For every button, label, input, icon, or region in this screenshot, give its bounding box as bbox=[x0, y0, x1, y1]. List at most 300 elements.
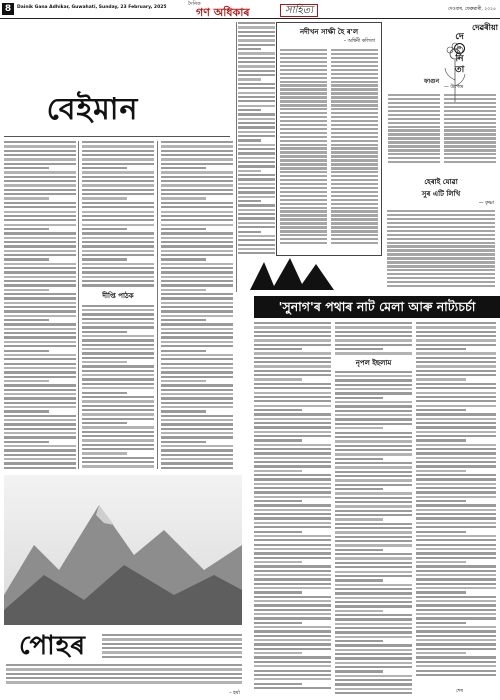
text-line bbox=[335, 440, 412, 442]
text-line bbox=[388, 157, 440, 159]
text-line bbox=[335, 326, 412, 328]
text-line bbox=[331, 144, 378, 146]
text-line bbox=[161, 158, 233, 160]
text-line bbox=[254, 478, 331, 480]
text-line bbox=[335, 610, 383, 612]
text-line bbox=[331, 222, 378, 224]
text-line bbox=[161, 371, 233, 373]
text-line bbox=[161, 380, 206, 382]
text-line bbox=[254, 639, 331, 641]
text-line bbox=[4, 145, 76, 147]
text-line bbox=[238, 217, 275, 219]
text-line bbox=[4, 219, 76, 221]
date-right: দেওবাৰ, ফেব্ৰুৱাৰী, ২০২৫ bbox=[448, 7, 496, 12]
text-line bbox=[82, 348, 154, 350]
main-story-column-1 bbox=[4, 141, 76, 469]
text-line bbox=[4, 319, 49, 321]
text-line bbox=[280, 155, 327, 157]
text-line bbox=[82, 219, 154, 221]
text-line bbox=[161, 215, 233, 217]
text-line bbox=[82, 396, 154, 398]
text-line bbox=[331, 92, 378, 94]
text-line bbox=[416, 374, 496, 376]
text-line bbox=[416, 461, 496, 463]
text-line bbox=[161, 202, 233, 204]
text-line bbox=[4, 167, 49, 169]
text-line bbox=[416, 365, 496, 367]
text-line bbox=[4, 445, 76, 447]
text-line bbox=[161, 423, 233, 425]
text-line bbox=[161, 167, 206, 169]
text-line bbox=[388, 118, 440, 120]
text-line bbox=[254, 574, 331, 576]
text-line bbox=[335, 679, 412, 681]
text-line bbox=[82, 180, 154, 182]
text-line bbox=[280, 210, 327, 212]
text-line bbox=[4, 284, 76, 286]
text-line bbox=[161, 297, 233, 299]
text-line bbox=[82, 176, 154, 178]
text-line bbox=[335, 527, 412, 529]
text-line bbox=[4, 462, 76, 464]
text-line bbox=[254, 656, 331, 658]
text-line bbox=[4, 267, 76, 269]
text-line bbox=[82, 232, 154, 234]
text-line bbox=[4, 363, 76, 365]
text-line bbox=[238, 139, 261, 141]
title-glyph: দে bbox=[455, 32, 464, 42]
text-line bbox=[335, 453, 412, 455]
poem-title: নদীখন সাক্ষী হৈ ৰ'ল bbox=[299, 28, 359, 36]
text-line bbox=[254, 426, 331, 428]
feature-column-3 bbox=[416, 322, 496, 684]
text-line bbox=[335, 662, 412, 664]
text-line bbox=[335, 339, 412, 341]
poem-subtitle: ফাগুন bbox=[424, 78, 440, 85]
text-line bbox=[331, 195, 378, 197]
text-line bbox=[416, 661, 496, 663]
text-line bbox=[161, 176, 233, 178]
text-line bbox=[238, 52, 275, 54]
text-line bbox=[82, 374, 154, 376]
text-line bbox=[444, 126, 496, 128]
text-line bbox=[238, 83, 275, 85]
text-line bbox=[161, 406, 233, 408]
text-line bbox=[238, 200, 261, 202]
text-line bbox=[161, 315, 233, 317]
text-line bbox=[335, 344, 412, 346]
text-line bbox=[335, 501, 412, 503]
text-line bbox=[331, 163, 378, 165]
text-line bbox=[335, 484, 412, 486]
text-line bbox=[82, 197, 127, 199]
text-line bbox=[416, 396, 496, 398]
text-line bbox=[4, 367, 76, 369]
text-line bbox=[416, 617, 496, 619]
text-line bbox=[335, 627, 412, 629]
text-line bbox=[335, 579, 383, 581]
text-line bbox=[238, 35, 275, 37]
text-line bbox=[335, 675, 412, 677]
text-line bbox=[82, 461, 154, 463]
text-line bbox=[335, 510, 412, 512]
text-line bbox=[238, 48, 261, 50]
text-line bbox=[4, 306, 76, 308]
text-line bbox=[161, 441, 206, 443]
text-line bbox=[416, 387, 496, 389]
text-line bbox=[4, 345, 76, 347]
text-line bbox=[388, 122, 440, 124]
text-line bbox=[161, 258, 206, 260]
text-line bbox=[254, 635, 331, 637]
text-line bbox=[335, 492, 412, 494]
text-line bbox=[387, 249, 495, 251]
text-line bbox=[254, 643, 331, 645]
text-line bbox=[335, 644, 412, 646]
text-line bbox=[82, 439, 154, 441]
text-line bbox=[416, 552, 496, 554]
text-line bbox=[444, 122, 496, 124]
text-line bbox=[331, 116, 378, 118]
text-line bbox=[335, 423, 412, 425]
poem-author: — কৃষ্ণা bbox=[478, 201, 494, 206]
text-line bbox=[387, 234, 495, 236]
text-line bbox=[161, 193, 233, 195]
text-line bbox=[238, 222, 275, 224]
page-number: 8 bbox=[2, 3, 14, 15]
text-line bbox=[416, 491, 496, 493]
text-line bbox=[161, 458, 233, 460]
text-line bbox=[4, 141, 76, 143]
text-line bbox=[161, 302, 233, 304]
text-line bbox=[161, 180, 233, 182]
text-line bbox=[335, 348, 383, 350]
text-line bbox=[335, 388, 412, 390]
text-line bbox=[161, 141, 233, 143]
text-line bbox=[280, 187, 327, 189]
text-line bbox=[82, 322, 154, 324]
text-line bbox=[82, 241, 154, 243]
text-line bbox=[335, 562, 412, 564]
text-line bbox=[254, 487, 331, 489]
text-line bbox=[161, 384, 233, 386]
text-line bbox=[161, 154, 233, 156]
text-line bbox=[161, 184, 233, 186]
text-line bbox=[335, 505, 412, 507]
text-line bbox=[6, 664, 242, 666]
text-line bbox=[161, 306, 233, 308]
text-line bbox=[82, 413, 154, 415]
text-line bbox=[388, 137, 440, 139]
title-glyph: নি bbox=[455, 54, 464, 64]
text-line bbox=[280, 124, 327, 126]
text-line bbox=[388, 94, 440, 96]
text-line bbox=[335, 666, 412, 668]
text-line bbox=[254, 392, 331, 394]
text-line bbox=[4, 176, 76, 178]
text-line bbox=[82, 305, 154, 307]
text-line bbox=[416, 322, 496, 324]
text-line bbox=[254, 422, 331, 424]
text-line bbox=[254, 687, 331, 689]
text-line bbox=[335, 488, 383, 490]
text-line bbox=[4, 389, 76, 391]
text-line bbox=[416, 326, 496, 328]
text-line bbox=[4, 297, 76, 299]
poem-box-3 bbox=[384, 176, 498, 288]
text-line bbox=[238, 100, 275, 102]
text-line bbox=[4, 150, 76, 152]
text-line bbox=[238, 196, 275, 198]
text-line bbox=[331, 159, 378, 161]
text-line bbox=[416, 361, 496, 363]
text-line bbox=[416, 422, 496, 424]
text-line bbox=[254, 570, 331, 572]
text-line bbox=[254, 548, 331, 550]
text-line bbox=[238, 87, 275, 89]
text-line bbox=[4, 237, 76, 239]
text-line bbox=[280, 61, 327, 63]
text-line bbox=[387, 269, 495, 271]
text-line bbox=[416, 335, 496, 337]
text-line bbox=[254, 452, 331, 454]
poem-box-1 bbox=[276, 22, 382, 256]
text-line bbox=[254, 552, 331, 554]
text-line bbox=[82, 237, 154, 239]
text-line bbox=[238, 65, 275, 67]
text-line bbox=[254, 609, 331, 611]
text-line bbox=[335, 471, 412, 473]
text-line bbox=[416, 604, 496, 606]
text-line bbox=[280, 132, 327, 134]
text-line bbox=[161, 171, 233, 173]
text-line bbox=[280, 73, 327, 75]
text-line bbox=[4, 254, 76, 256]
text-line bbox=[161, 237, 233, 239]
text-line bbox=[4, 323, 76, 325]
text-line bbox=[416, 339, 496, 341]
text-line bbox=[238, 248, 275, 250]
text-line bbox=[416, 665, 496, 667]
main-story-title: বেইমান bbox=[46, 92, 139, 127]
text-line bbox=[280, 144, 327, 146]
text-line bbox=[416, 626, 496, 628]
text-line bbox=[82, 254, 154, 256]
text-line bbox=[161, 367, 233, 369]
text-line bbox=[254, 600, 331, 602]
text-line bbox=[238, 178, 275, 180]
text-line bbox=[335, 418, 412, 420]
text-line bbox=[4, 402, 76, 404]
text-line bbox=[416, 670, 496, 672]
text-line bbox=[280, 191, 327, 193]
text-line bbox=[4, 332, 76, 334]
mountain-image bbox=[4, 475, 242, 625]
text-line bbox=[280, 179, 327, 181]
text-line bbox=[254, 583, 331, 585]
text-line bbox=[4, 328, 76, 330]
text-line bbox=[161, 310, 233, 312]
text-line bbox=[416, 457, 496, 459]
text-line bbox=[416, 413, 496, 415]
text-line bbox=[331, 128, 378, 130]
text-line bbox=[416, 448, 496, 450]
text-line bbox=[161, 389, 233, 391]
text-line bbox=[238, 187, 275, 189]
text-line bbox=[335, 436, 412, 438]
text-line bbox=[254, 335, 331, 337]
text-line bbox=[82, 276, 154, 278]
feature-column-2 bbox=[335, 322, 412, 694]
text-line bbox=[280, 100, 327, 102]
text-line bbox=[4, 293, 76, 295]
bottom-story-text bbox=[102, 634, 242, 658]
text-line bbox=[82, 352, 154, 354]
main-story-column-2 bbox=[82, 141, 154, 469]
text-line bbox=[335, 601, 412, 603]
text-line bbox=[416, 522, 496, 524]
text-line bbox=[4, 410, 49, 412]
text-line bbox=[335, 597, 412, 599]
text-line bbox=[254, 400, 331, 402]
text-line bbox=[331, 88, 378, 90]
text-line bbox=[82, 154, 154, 156]
text-line bbox=[82, 284, 154, 286]
text-line bbox=[280, 183, 327, 185]
text-line bbox=[82, 344, 154, 346]
text-line bbox=[161, 197, 206, 199]
text-line bbox=[387, 242, 495, 244]
text-line bbox=[335, 445, 412, 447]
text-line bbox=[238, 209, 275, 211]
poem-author: — উপেন্দ্ৰ bbox=[444, 85, 464, 90]
text-line bbox=[335, 584, 412, 586]
text-line bbox=[254, 396, 331, 398]
text-line bbox=[161, 284, 233, 286]
text-line bbox=[238, 144, 275, 146]
text-line bbox=[82, 167, 127, 169]
text-line bbox=[416, 331, 496, 333]
text-line bbox=[254, 331, 331, 333]
bottom-story-title: পোহৰ bbox=[18, 631, 87, 661]
text-line bbox=[238, 22, 275, 24]
text-line bbox=[387, 253, 495, 255]
text-line bbox=[416, 565, 496, 567]
text-line bbox=[238, 105, 275, 107]
text-line bbox=[6, 668, 242, 670]
text-line bbox=[161, 319, 206, 321]
text-line bbox=[161, 323, 233, 325]
text-line bbox=[82, 444, 154, 446]
text-line bbox=[331, 242, 378, 244]
text-line bbox=[416, 444, 496, 446]
text-line bbox=[238, 39, 275, 41]
text-line bbox=[161, 245, 233, 247]
text-line bbox=[416, 548, 496, 550]
text-line bbox=[280, 151, 327, 153]
text-line bbox=[331, 57, 378, 59]
text-line bbox=[335, 670, 383, 672]
text-line bbox=[335, 466, 412, 468]
text-line bbox=[388, 114, 440, 116]
text-line bbox=[4, 384, 76, 386]
masthead: গণ অধিকাৰ bbox=[196, 6, 250, 19]
text-line bbox=[335, 414, 412, 416]
text-line bbox=[238, 113, 275, 115]
text-line bbox=[280, 218, 327, 220]
text-line bbox=[416, 600, 496, 602]
title-glyph: তা bbox=[454, 65, 465, 75]
text-line bbox=[238, 44, 275, 46]
text-line bbox=[335, 497, 412, 499]
text-line bbox=[4, 158, 76, 160]
text-line bbox=[388, 141, 440, 143]
text-line bbox=[416, 478, 496, 480]
text-line bbox=[254, 370, 331, 372]
text-line bbox=[238, 74, 275, 76]
text-line bbox=[280, 53, 327, 55]
text-line bbox=[161, 397, 233, 399]
text-line bbox=[335, 614, 412, 616]
text-line bbox=[416, 470, 466, 472]
text-line bbox=[444, 118, 496, 120]
text-line bbox=[82, 435, 154, 437]
text-line bbox=[82, 215, 154, 217]
text-line bbox=[280, 140, 327, 142]
text-line bbox=[254, 565, 331, 567]
text-line bbox=[82, 318, 154, 320]
text-line bbox=[161, 289, 206, 291]
text-line bbox=[4, 184, 76, 186]
text-line bbox=[82, 313, 154, 315]
text-line bbox=[82, 258, 127, 260]
text-line bbox=[161, 336, 233, 338]
text-line bbox=[387, 265, 495, 267]
text-line bbox=[280, 57, 327, 59]
text-line bbox=[280, 77, 327, 79]
text-line bbox=[254, 526, 331, 528]
text-line bbox=[238, 118, 275, 120]
text-line bbox=[254, 504, 331, 506]
text-line bbox=[82, 267, 154, 269]
text-line bbox=[238, 157, 275, 159]
text-line bbox=[331, 77, 378, 79]
text-line bbox=[335, 371, 412, 373]
text-line bbox=[331, 187, 378, 189]
text-line bbox=[416, 400, 496, 402]
text-line bbox=[161, 228, 206, 230]
text-line bbox=[82, 448, 154, 450]
text-line bbox=[280, 238, 327, 240]
text-line bbox=[280, 163, 327, 165]
text-line bbox=[254, 674, 331, 676]
text-line bbox=[4, 250, 76, 252]
text-line bbox=[161, 241, 233, 243]
text-line bbox=[82, 335, 154, 337]
text-line bbox=[335, 514, 412, 516]
column-divider bbox=[236, 22, 237, 292]
text-line bbox=[387, 277, 495, 279]
text-line bbox=[444, 141, 496, 143]
text-line bbox=[4, 163, 76, 165]
text-line bbox=[254, 652, 302, 654]
text-line bbox=[82, 193, 154, 195]
text-line bbox=[4, 276, 76, 278]
text-line bbox=[280, 96, 327, 98]
text-line bbox=[254, 648, 331, 650]
text-line bbox=[416, 648, 496, 650]
text-line bbox=[82, 171, 154, 173]
